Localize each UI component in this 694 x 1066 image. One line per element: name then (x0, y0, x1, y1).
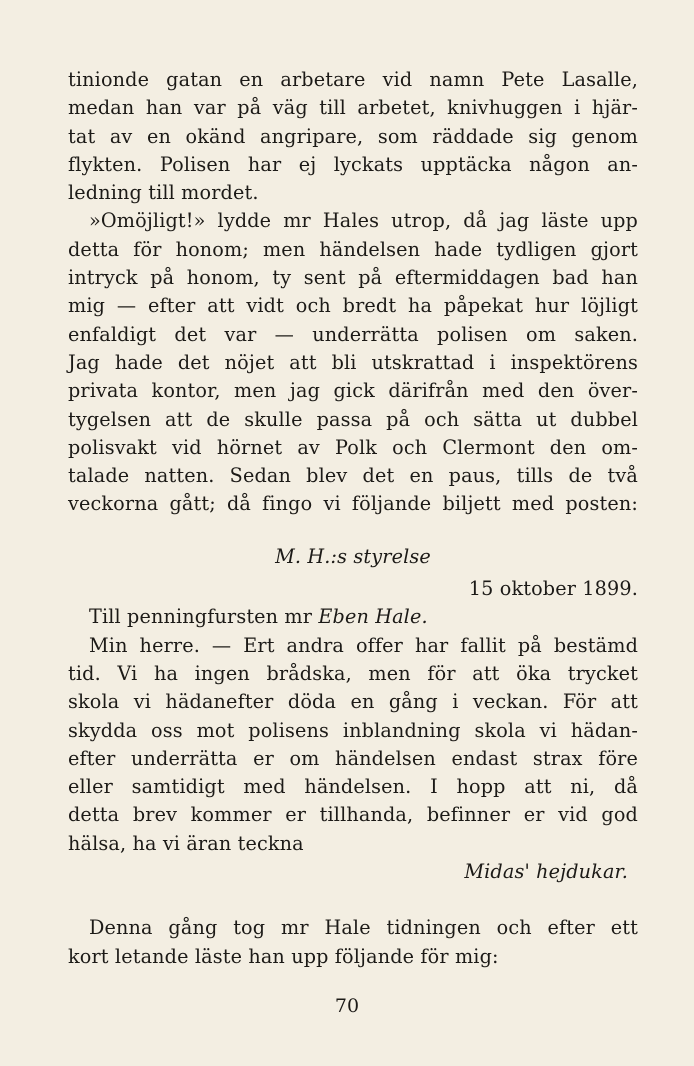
text-line: flykten. Polisen har ej lyckats upptäcka någon an- (68, 152, 638, 176)
text-line: ledning till mordet. (68, 181, 259, 205)
paragraph-3 (68, 914, 638, 971)
text-line: Jag hade det nöjet att bli utskrattad i inspektörens (68, 350, 638, 374)
text-line: enfaldigt det var — underrätta polisen om saken. (68, 322, 638, 346)
text-line: tat av en okänd angripare, som räddade sig genom (68, 124, 638, 148)
letter-signature: Midas' hejdukar. (464, 860, 628, 884)
letter-body-line: efter underrätta er om händelsen endast strax före (68, 746, 638, 770)
text-line: privata kontor, men jag gick därifrån med den över- (68, 379, 638, 403)
text-line: »Omöjligt!» lydde mr Hales utrop, då jag läste upp (89, 209, 638, 233)
paragraph-1 (68, 66, 638, 207)
text-line: veckorna gått; då fingo vi följande biljett med posten: (68, 492, 638, 516)
text-line: polisvakt vid hörnet av Polk och Clermont den om- (68, 435, 638, 459)
paragraph-2 (68, 207, 638, 518)
letter-body-line: eller samtidigt med händelsen. I hopp att ni, då (68, 775, 638, 799)
text-line: mig — efter att vidt och bredt ha påpekat hur löjligt (68, 294, 638, 318)
text-line: kort letande läste han upp följande för mig: (68, 944, 499, 968)
letter-body-line: skydda oss mot polisens inblandning skola vi hädan- (68, 718, 638, 742)
letter-body-line: detta brev kommer er tillhanda, befinner er vid god (68, 803, 638, 827)
recipient-prefix: Till penningfursten mr (89, 605, 319, 629)
text-line: talade natten. Sedan blev det en paus, tills de två (68, 464, 638, 488)
letter-date: 15 oktober 1899. (468, 577, 638, 601)
text-line: Denna gång tog mr Hale tidningen och efter ett (89, 916, 638, 940)
text-line: detta för honom; men händelsen hade tydligen gjort (68, 237, 638, 261)
letter-heading: M. H.:s styrelse (275, 544, 431, 568)
page-number: 70 (334, 995, 360, 1017)
text-line: medan han var på väg till arbetet, knivhuggen i hjär- (68, 96, 638, 120)
letter-body-line: hälsa, ha vi äran teckna (68, 831, 304, 855)
letter-body-line: tid. Vi ha ingen brådska, men för att öka trycket (68, 661, 638, 685)
letter (68, 543, 638, 887)
text-line: tygelsen att de skulle passa på och sätta ut dubbel (68, 407, 638, 431)
letter-recipient (68, 603, 638, 631)
book-page (68, 66, 638, 971)
letter-salutation: Min herre. — Ert andra offer har fallit på bestämd (89, 633, 638, 657)
recipient-name: Eben Hale. (318, 605, 428, 629)
text-line: tinionde gatan en arbetare vid namn Pete Lasalle, (68, 68, 638, 91)
text-line: intryck på honom, ty sent på eftermiddagen bad han (68, 266, 638, 290)
letter-body-line: skola vi hädanefter döda en gång i veckan. För att (68, 690, 638, 714)
